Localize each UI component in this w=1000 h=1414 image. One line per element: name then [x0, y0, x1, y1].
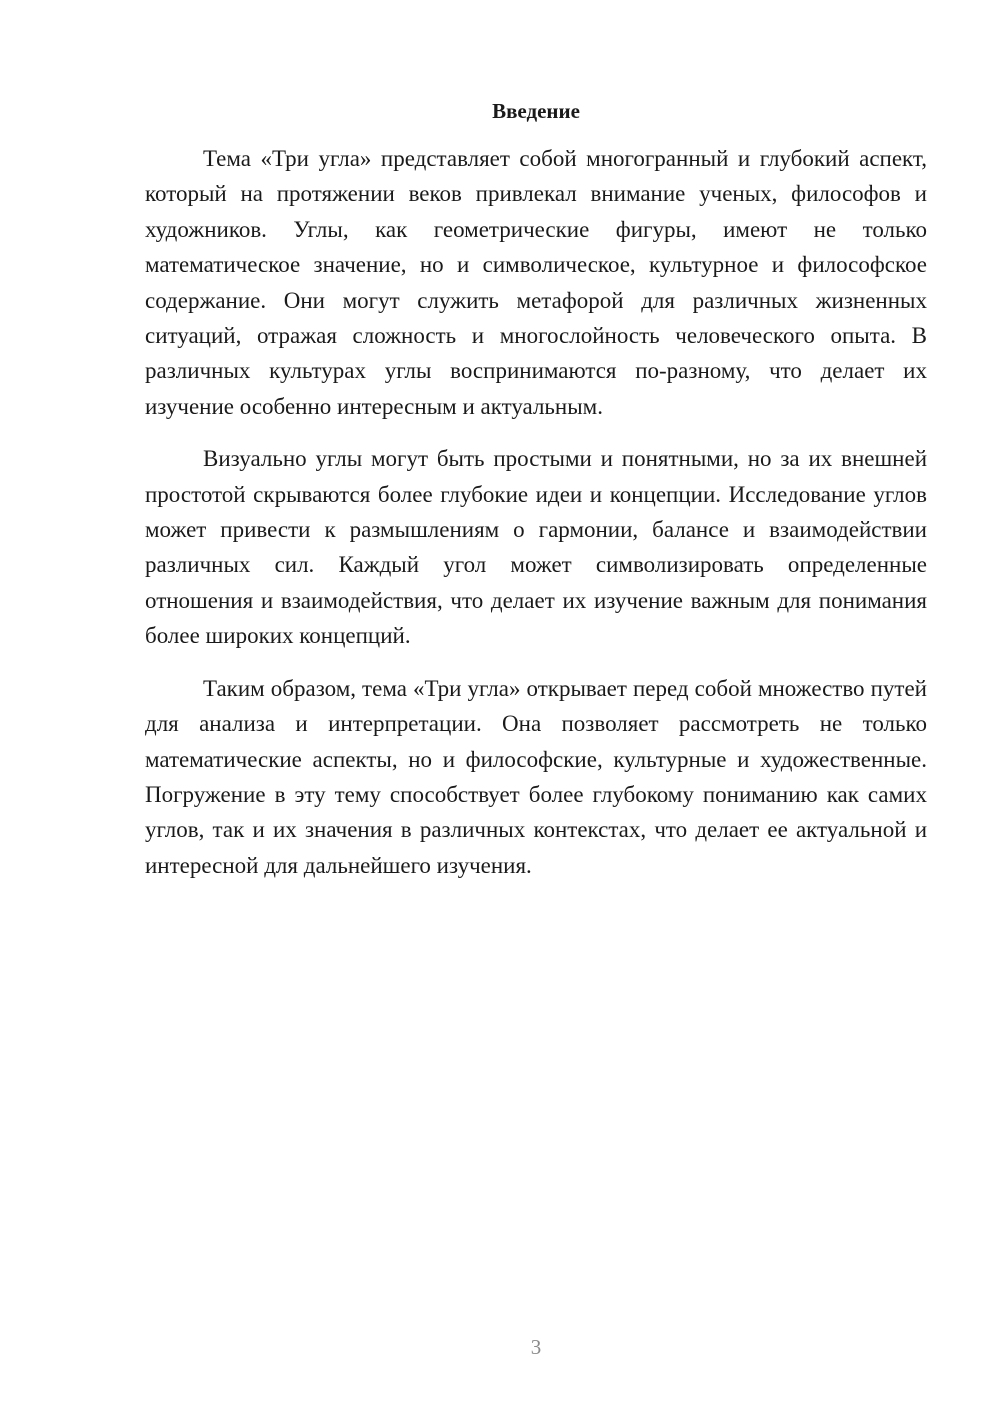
- paragraph-2: Визуально углы могут быть простыми и понятными, но за их внешней простотой скрываются более глубокие идеи и концепции. Исследование углов может привести к размышлениям о гармонии, балансе и взаимодействии различных сил. Каждый угол может символизировать определенные отношения и взаимодействия, что делает их изучение важным для понимания более широких концепций.: [145, 446, 927, 649]
- paragraph-1: Тема «Три угла» представляет собой многогранный и глубокий аспект, который на протяжении веков привлекал внимание ученых, философов и художников. Углы, как геометрические фигуры, имеют не только математическое значение, но и символическое, культурное и философское содержание. Они могут служить метафорой для различных жизненных ситуаций, отражая сложность и многослойность человеческого опыта. В различных культурах углы воспринимаются по-разному, что делает их изучение особенно интересным и актуальным.: [145, 146, 927, 419]
- section-heading: Введение: [492, 99, 580, 123]
- paragraph-3: Таким образом, тема «Три угла» открывает перед собой множество путей для анализа и интерпретации. Она позволяет рассмотреть не только математические аспекты, но и философские, культурные и художественные. Погружение в эту тему способствует более глубокому пониманию как самих углов, так и их значения в различных контекстах, что делает ее актуальной и интересной для дальнейшего изучения.: [145, 675, 927, 878]
- page-number: 3: [530, 1335, 542, 1359]
- body-text: [145, 141, 927, 900]
